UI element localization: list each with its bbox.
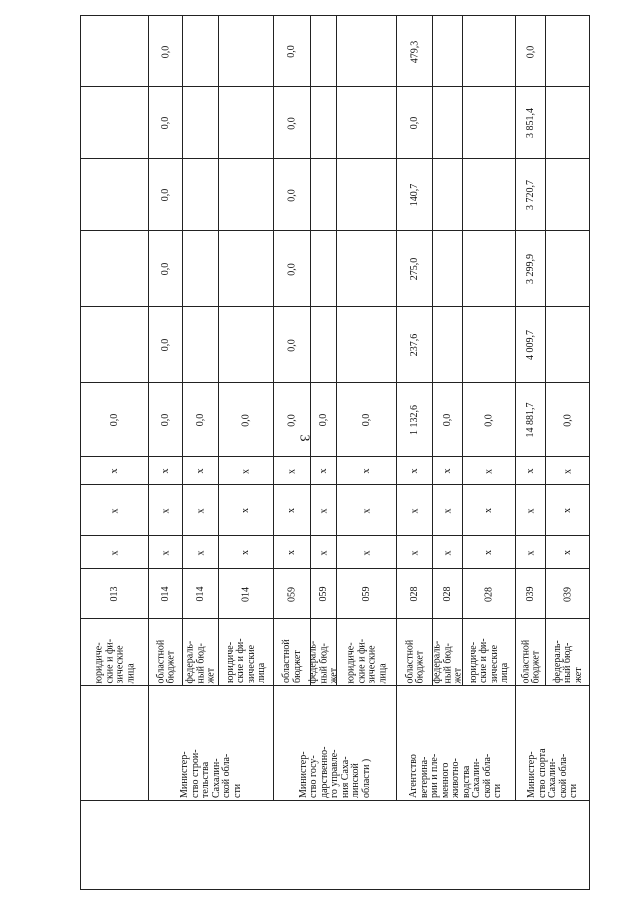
cell-y5-text: 479,3 <box>408 40 420 63</box>
cell-y5 <box>182 15 218 86</box>
cell-y3-text: 140,7 <box>408 183 420 207</box>
cell-y5 <box>273 15 310 86</box>
cell-y5-text: 0,0 <box>524 45 536 58</box>
cell-y4 <box>310 86 336 158</box>
cell-y5 <box>462 15 515 86</box>
cell-y1 <box>545 306 590 382</box>
cell-y3 <box>336 158 396 230</box>
cell-code <box>396 568 432 618</box>
cell-y4 <box>432 86 462 158</box>
cell-x2-text: x <box>240 508 252 513</box>
cell-x2 <box>545 484 590 535</box>
cell-y4 <box>515 86 545 158</box>
cell-org <box>148 685 273 800</box>
cell-y1 <box>515 306 545 382</box>
cell-y1 <box>432 306 462 382</box>
cell-y1-text: 0,0 <box>159 338 171 352</box>
cell-y4-text: 0,0 <box>286 116 298 130</box>
cell-y1 <box>396 306 432 382</box>
cell-y4 <box>396 86 432 158</box>
cell-y2 <box>462 230 515 306</box>
cell-x3 <box>336 456 396 484</box>
cell-x3-text: x <box>483 468 495 474</box>
cell-x1-text: x <box>286 550 298 555</box>
cell-fund-text: федераль- ный бюд- жет <box>307 640 340 683</box>
cell-code <box>310 568 336 618</box>
cell-org <box>515 685 590 800</box>
cell-y5 <box>148 15 182 86</box>
cell-y3 <box>273 158 310 230</box>
cell-x2 <box>396 484 432 535</box>
cell-code <box>148 568 182 618</box>
cell-x1-text: x <box>408 550 420 555</box>
cell-y3 <box>432 158 462 230</box>
cell-x1-text: x <box>483 550 495 555</box>
cell-y3 <box>462 158 515 230</box>
cell-x3-text: x <box>441 468 453 474</box>
cell-y4-text: 0,0 <box>159 116 171 130</box>
cell-x2 <box>515 484 545 535</box>
cell-y5 <box>396 15 432 86</box>
cell-x3-text: x <box>159 468 171 474</box>
cell-total-text: 0,0 <box>360 413 372 427</box>
cell-x2 <box>80 484 148 535</box>
cell-y2-text: 0,0 <box>159 262 171 276</box>
cell-y4 <box>462 86 515 158</box>
cell-x3-text: x <box>108 468 120 474</box>
cell-x1 <box>148 535 182 568</box>
cell-x2-text: x <box>317 508 329 513</box>
cell-y4 <box>336 86 396 158</box>
cell-y1-text: 237,6 <box>408 333 420 357</box>
cell-total <box>80 382 148 456</box>
cell-fund <box>273 618 310 685</box>
cell-total <box>545 382 590 456</box>
cell-x2-text: x <box>562 508 574 513</box>
cell-fund <box>396 618 432 685</box>
cell-fund-text: областной бюджет <box>519 639 541 683</box>
cell-x1-text: x <box>524 550 536 555</box>
cell-y4-text: 0,0 <box>408 116 420 130</box>
cell-fund-text: юридиче- ские и фи- зические лица <box>467 638 510 683</box>
cell-total <box>462 382 515 456</box>
cell-y3-text: 0,0 <box>286 188 298 202</box>
cell-y2-text: 275,0 <box>408 257 420 281</box>
cell-x1-text: x <box>441 550 453 555</box>
cell-fund <box>545 618 590 685</box>
cell-total-text: 1 132,6 <box>408 405 420 435</box>
cell-code-text: 039 <box>524 586 536 602</box>
cell-code-text: 039 <box>562 586 574 602</box>
cell-x3-text: x <box>240 468 252 474</box>
cell-y5 <box>336 15 396 86</box>
cell-x2-text: x <box>524 508 536 513</box>
cell-y3 <box>80 158 148 230</box>
cell-y1 <box>182 306 218 382</box>
cell-code <box>336 568 396 618</box>
cell-x3-text: x <box>317 468 329 474</box>
cell-org-text: Министер- ство госу- дарственно- го управле- ния Саха- линской области ) <box>297 746 372 798</box>
cell-total <box>432 382 462 456</box>
cell-total <box>336 382 396 456</box>
cell-total-text: 0,0 <box>240 413 252 427</box>
cell-total-text: 14 881,7 <box>524 402 536 438</box>
cell-x1-text: x <box>240 550 252 555</box>
cell-y3-text: 0,0 <box>159 188 171 202</box>
cell-fund <box>515 618 545 685</box>
cell-y5 <box>545 15 590 86</box>
cell-y2 <box>273 230 310 306</box>
cell-fund <box>148 618 182 685</box>
cell-fund-text: областной бюджет <box>403 639 425 683</box>
cell-x2 <box>310 484 336 535</box>
cell-y3 <box>182 158 218 230</box>
blank-band <box>80 800 590 890</box>
cell-y2 <box>432 230 462 306</box>
cell-x2-text: x <box>360 508 372 513</box>
cell-y5 <box>515 15 545 86</box>
cell-x1-text: x <box>562 550 574 555</box>
cell-x3 <box>80 456 148 484</box>
cell-x3 <box>182 456 218 484</box>
cell-fund <box>432 618 462 685</box>
cell-total <box>396 382 432 456</box>
cell-y1-text: 0,0 <box>286 338 298 352</box>
cell-code <box>515 568 545 618</box>
cell-y4-text: 3 851,4 <box>524 108 536 138</box>
cell-y3 <box>148 158 182 230</box>
cell-code-text: 059 <box>286 586 298 602</box>
cell-x1 <box>545 535 590 568</box>
cell-x3-text: x <box>524 468 536 474</box>
cell-x2-text: x <box>194 508 206 513</box>
cell-x1-text: x <box>360 550 372 555</box>
cell-fund-text: областной бюджет <box>281 639 303 683</box>
cell-code <box>218 568 273 618</box>
cell-y1 <box>336 306 396 382</box>
cell-total <box>515 382 545 456</box>
cell-fund-text: федераль- ный бюд- жет <box>184 640 217 683</box>
cell-x3 <box>432 456 462 484</box>
cell-code-text: 028 <box>483 586 495 602</box>
cell-total <box>218 382 273 456</box>
cell-x1-text: x <box>194 550 206 555</box>
cell-y1 <box>273 306 310 382</box>
cell-y5 <box>80 15 148 86</box>
cell-y3 <box>218 158 273 230</box>
cell-total-text: 0,0 <box>483 413 495 427</box>
cell-y5-text: 0,0 <box>286 45 298 58</box>
cell-total-text: 0,0 <box>159 413 171 427</box>
cell-x2 <box>182 484 218 535</box>
cell-y2 <box>182 230 218 306</box>
cell-y1 <box>310 306 336 382</box>
cell-y2 <box>545 230 590 306</box>
cell-y3 <box>545 158 590 230</box>
cell-code <box>80 568 148 618</box>
cell-code-text: 028 <box>441 586 453 602</box>
cell-y2 <box>218 230 273 306</box>
cell-y3-text: 3 720,7 <box>524 180 536 210</box>
cell-y3 <box>515 158 545 230</box>
cell-y2 <box>310 230 336 306</box>
cell-y4 <box>148 86 182 158</box>
cell-x2-text: x <box>483 508 495 513</box>
cell-x2-text: x <box>108 508 120 513</box>
cell-fund <box>462 618 515 685</box>
cell-code-text: 028 <box>408 586 420 602</box>
cell-total-text: 0,0 <box>441 413 453 427</box>
cell-x2-text: x <box>441 508 453 513</box>
cell-x1 <box>396 535 432 568</box>
cell-x2-text: x <box>408 508 420 513</box>
cell-y2-text: 0,0 <box>286 262 298 276</box>
cell-x1 <box>273 535 310 568</box>
cell-code-text: 014 <box>159 586 171 602</box>
cell-code-text: 059 <box>317 586 329 602</box>
cell-total <box>182 382 218 456</box>
cell-y4 <box>545 86 590 158</box>
cell-org <box>273 685 396 800</box>
cell-x1 <box>515 535 545 568</box>
cell-x2 <box>336 484 396 535</box>
cell-x1 <box>432 535 462 568</box>
cell-x1 <box>336 535 396 568</box>
cell-y2 <box>336 230 396 306</box>
cell-fund-text: юридиче- ские и фи- зические лица <box>345 638 388 683</box>
cell-y2 <box>80 230 148 306</box>
cell-fund <box>307 618 340 685</box>
cell-x2-text: x <box>159 508 171 513</box>
cell-code-text: 059 <box>360 586 372 602</box>
cell-y3 <box>310 158 336 230</box>
cell-code <box>462 568 515 618</box>
cell-x3-text: x <box>360 468 372 474</box>
cell-code <box>273 568 310 618</box>
cell-total <box>310 382 336 456</box>
cell-x3 <box>396 456 432 484</box>
cell-total-text: 0,0 <box>194 413 206 427</box>
cell-y5 <box>310 15 336 86</box>
cell-x1 <box>218 535 273 568</box>
cell-org <box>80 685 148 800</box>
cell-x2 <box>148 484 182 535</box>
cell-org-text: Министер- ство спорта Сахалин- ской обла- сти <box>526 748 580 798</box>
cell-y2-text: 3 299,9 <box>524 254 536 284</box>
cell-y4 <box>80 86 148 158</box>
cell-x1 <box>310 535 336 568</box>
cell-y4 <box>218 86 273 158</box>
cell-x3-text: x <box>408 468 420 474</box>
cell-code <box>545 568 590 618</box>
cell-x2 <box>432 484 462 535</box>
page-number: 3 <box>296 434 312 442</box>
cell-total-text: 0,0 <box>317 413 329 427</box>
cell-y1 <box>148 306 182 382</box>
cell-org-text: Агентство ветерина- рии и пле- менного животно- водства Сахалин- ской обла- сти <box>408 753 504 798</box>
cell-y5 <box>432 15 462 86</box>
cell-y5-text: 0,0 <box>159 45 171 58</box>
cell-x1-text: x <box>159 550 171 555</box>
cell-total-text: 0,0 <box>562 413 574 427</box>
cell-y3 <box>396 158 432 230</box>
cell-x2-text: x <box>286 508 298 513</box>
cell-y2 <box>396 230 432 306</box>
cell-x3 <box>545 456 590 484</box>
cell-x2 <box>273 484 310 535</box>
cell-org-text: Министер- ство строи- тельства Сахалин- ской обла- сти <box>179 749 243 798</box>
cell-fund <box>336 618 396 685</box>
cell-code-text: 014 <box>240 586 252 602</box>
cell-x1 <box>462 535 515 568</box>
cell-y4 <box>273 86 310 158</box>
cell-y5 <box>218 15 273 86</box>
cell-x3 <box>148 456 182 484</box>
cell-y2 <box>148 230 182 306</box>
cell-y1 <box>462 306 515 382</box>
cell-x3 <box>462 456 515 484</box>
cell-fund-text: федераль- ный бюд- жет <box>551 640 584 683</box>
cell-code <box>182 568 218 618</box>
cell-total-text: 0,0 <box>286 413 298 427</box>
cell-fund <box>218 618 273 685</box>
cell-code-text: 013 <box>108 586 120 602</box>
cell-code <box>432 568 462 618</box>
cell-y1-text: 4 009,7 <box>524 330 536 360</box>
cell-x3 <box>310 456 336 484</box>
cell-total <box>273 382 310 456</box>
cell-fund-text: областной бюджет <box>154 639 176 683</box>
cell-x1 <box>182 535 218 568</box>
cell-x3 <box>218 456 273 484</box>
cell-total-text: 0,0 <box>108 413 120 427</box>
cell-y1 <box>80 306 148 382</box>
cell-fund-text: федераль- ный бюд- жет <box>431 640 464 683</box>
cell-y2 <box>515 230 545 306</box>
cell-x3 <box>515 456 545 484</box>
cell-x3-text: x <box>194 468 206 474</box>
cell-fund-text: юридиче- ские и фи- зические лица <box>224 638 267 683</box>
cell-y1 <box>218 306 273 382</box>
cell-x3-text: x <box>286 468 298 474</box>
cell-org <box>396 685 515 800</box>
cell-x3 <box>273 456 310 484</box>
cell-x1-text: x <box>317 550 329 555</box>
cell-fund <box>182 618 218 685</box>
cell-code-text: 014 <box>194 586 206 602</box>
cell-x3-text: x <box>562 468 574 474</box>
cell-y4 <box>182 86 218 158</box>
cell-x2 <box>218 484 273 535</box>
cell-x1-text: x <box>108 550 120 555</box>
cell-x2 <box>462 484 515 535</box>
cell-total <box>148 382 182 456</box>
cell-fund-text: юридиче- ские и фи- зические лица <box>93 638 136 683</box>
cell-fund <box>80 618 148 685</box>
cell-x1 <box>80 535 148 568</box>
